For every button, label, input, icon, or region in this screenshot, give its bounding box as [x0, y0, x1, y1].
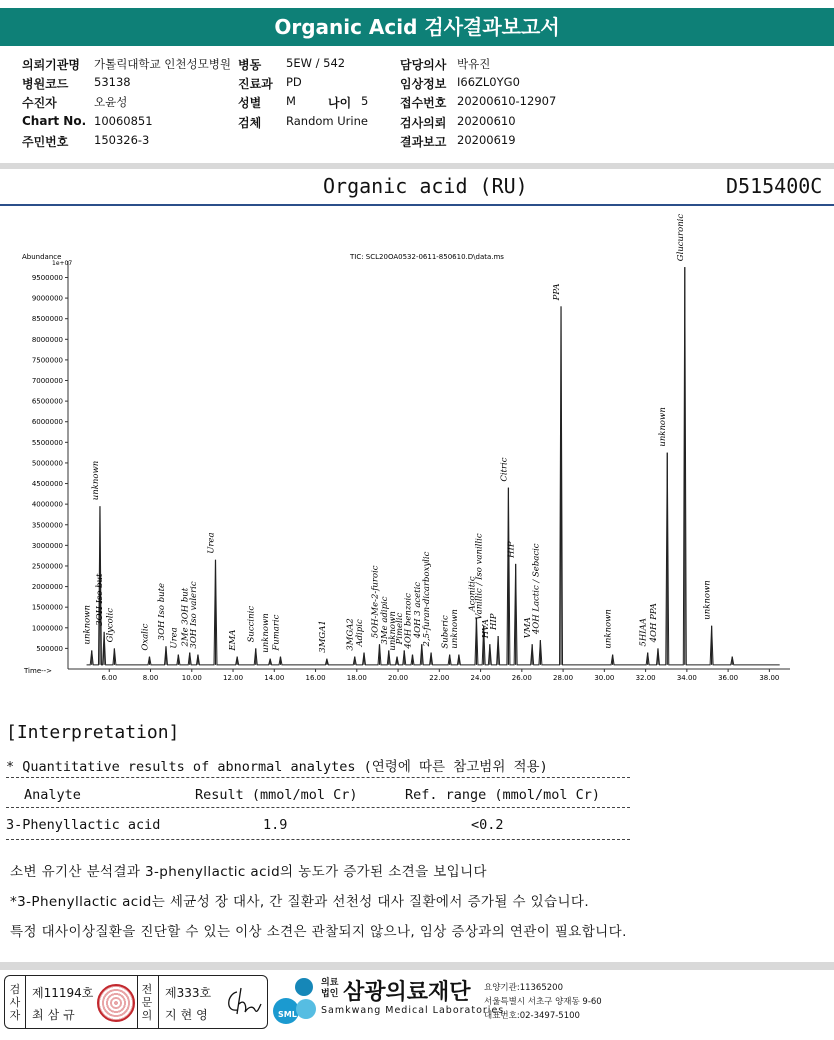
peak-label: 4OH 3 acetic — [412, 581, 423, 639]
peak-label: 2Me 3OH but — [180, 587, 191, 647]
foundation-license: 요양기관:11365200 — [484, 983, 563, 993]
peak-label: 3MGA2 — [345, 618, 356, 651]
peak-label: 3MGA1 — [317, 620, 328, 653]
x-tick-label: 22.00 — [429, 674, 450, 682]
peak-label: Fumaric — [271, 614, 282, 651]
peak-label: unknown — [90, 460, 101, 501]
y-tick-label: 2000000 — [31, 583, 63, 592]
x-axis-label: Time--> — [24, 667, 53, 675]
peak-label: Suberic — [440, 615, 451, 649]
ward-label: 병동 — [238, 58, 262, 72]
sex-label: 성별 — [238, 96, 262, 110]
quantitative-heading: * Quantitative results of abnormal analytes (연령에 따른 참고범위 적용) — [6, 759, 548, 775]
chromatogram — [0, 213, 834, 685]
peak-label: 3Me adipic — [379, 596, 390, 645]
specimen-label: 검체 — [238, 116, 262, 130]
peak-label: unknown — [449, 609, 460, 649]
foundation-phone: 대표번호:02-3497-5100 — [484, 1011, 580, 1021]
y-tick-label: 8500000 — [31, 315, 63, 324]
examiner-seal-stamp — [97, 984, 135, 1022]
peak-label: unknown — [82, 605, 93, 645]
peak-label: 3OH Iso valeric — [188, 581, 199, 649]
specialist-handwritten-signature — [223, 984, 263, 1020]
ward-value: 5EW / 542 — [286, 56, 346, 70]
y-tick-label: 6000000 — [31, 418, 63, 427]
y-tick-label: 6500000 — [31, 397, 63, 406]
y-tick-label: 5500000 — [31, 438, 63, 447]
x-tick-label: 26.00 — [511, 674, 532, 682]
request-date-label: 검사의뢰 — [400, 116, 447, 130]
peak-label: 5HIAA — [638, 618, 649, 647]
clinical-info-value: I66ZL0YG0 — [457, 75, 520, 89]
y-tick-label: 4500000 — [31, 480, 63, 489]
specialist-name: 지현영 — [165, 1008, 212, 1022]
peak-label: 3OH Iso but — [95, 573, 106, 626]
chart-title: TIC: SCL20OA0532-0611-850610.D\data.ms — [350, 253, 504, 261]
peak-label: VMA — [523, 617, 534, 639]
result-header-code: D515400C — [726, 174, 823, 198]
clinical-info-label: 임상정보 — [400, 77, 447, 91]
table-rule-top — [6, 777, 630, 778]
col-reference: Ref. range (mmol/mol Cr) — [405, 787, 601, 803]
chart-no-value: 10060851 — [94, 114, 153, 128]
x-tick-label: 10.00 — [181, 674, 202, 682]
table-rule-bottom — [6, 839, 630, 840]
row-analyte: 3-Phenyllactic acid — [6, 817, 161, 833]
y-tick-label: 1000000 — [31, 624, 63, 633]
peak-label: unknown — [658, 407, 669, 447]
col-result: Result (mmol/mol Cr) — [195, 787, 358, 803]
y-tick-label: 7500000 — [31, 356, 63, 365]
x-tick-label: 16.00 — [305, 674, 326, 682]
report-title-banner: Organic Acid 검사결과보고서 — [0, 8, 834, 46]
hospital-code-value: 53138 — [94, 75, 131, 89]
y-tick-label: 3500000 — [31, 521, 63, 530]
comment-line-1: 소변 유기산 분석결과 3-phenyllactic acid의 농도가 증가된 소견을 보입니다 — [10, 864, 487, 880]
row-result: 1.9 — [263, 817, 288, 833]
sml-logo-icon — [272, 975, 318, 1027]
peak-label: 3OH Iso bute — [156, 582, 167, 641]
section-divider — [0, 163, 834, 169]
x-tick-label: 24.00 — [470, 674, 491, 682]
peak-label: Aconitic — [467, 576, 478, 612]
y-tick-label: 9000000 — [31, 294, 63, 303]
x-tick-label: 30.00 — [594, 674, 615, 682]
peak-label: EMA — [228, 629, 239, 651]
foundation-name: 삼광의료재단 — [343, 980, 471, 1005]
specialist-license: 제333호 — [165, 986, 212, 1000]
y-tick-label: 3000000 — [31, 541, 63, 550]
peak-label: HIP — [489, 613, 500, 631]
col-analyte: Analyte — [24, 787, 81, 803]
peak-label: Pimelic — [395, 612, 406, 645]
peak-label: Adipic — [355, 619, 366, 647]
peak-label: HVA — [480, 619, 491, 639]
peak-label: unknown — [603, 609, 614, 649]
x-tick-label: 14.00 — [264, 674, 285, 682]
peak-label: HIP — [506, 541, 517, 558]
specimen-value: Random Urine — [286, 114, 368, 128]
x-tick-label: 36.00 — [718, 674, 739, 682]
foundation-prefix: 의료 법인 — [321, 978, 339, 999]
y-tick-label: 4000000 — [31, 500, 63, 509]
request-date-value: 20200610 — [457, 114, 516, 128]
interpretation-title: [Interpretation] — [6, 722, 180, 743]
peak-label: unknown — [388, 611, 399, 651]
row-reference: <0.2 — [471, 817, 504, 833]
y-tick-label: 9500000 — [31, 273, 63, 282]
physician-value: 박유진 — [457, 57, 491, 71]
peak-label: Succinic — [246, 605, 257, 643]
examiner-role-label: 검사자 — [9, 983, 21, 1022]
peak-label: 5OH-Me-2-furoic — [370, 565, 381, 639]
report-date-label: 결과보고 — [400, 135, 447, 149]
physician-label: 담당의사 — [400, 58, 447, 72]
patient-info-panel — [0, 52, 834, 162]
peak-label: unknown — [261, 613, 272, 653]
department-value: PD — [286, 75, 302, 89]
peak-label: 4OH PPA — [648, 603, 659, 643]
examinee-value: 오윤성 — [94, 95, 128, 109]
examiner-name: 최삼규 — [32, 1008, 79, 1022]
table-rule-mid — [6, 807, 630, 808]
peak-label: Glucuronic — [675, 213, 686, 262]
hospital-code-label: 병원코드 — [22, 77, 69, 91]
accession-no-label: 접수번호 — [400, 96, 447, 110]
x-tick-label: 34.00 — [676, 674, 697, 682]
result-header-title: Organic acid (RU) — [323, 174, 528, 198]
x-tick-label: 38.00 — [759, 674, 780, 682]
comment-line-3: 특정 대사이상질환을 진단할 수 있는 이상 소견은 관찰되지 않으나, 임상 증상과의 연관이 필요합니다. — [10, 924, 627, 940]
x-tick-label: 32.00 — [635, 674, 656, 682]
specialist-role-label: 전문의 — [141, 983, 153, 1022]
y-axis-label: Abundance — [22, 253, 62, 261]
peak-label: 4OH benzoic — [403, 593, 414, 649]
peak-label: Oxalic — [140, 623, 151, 651]
x-tick-label: 20.00 — [388, 674, 409, 682]
institution-value: 가톨릭대학교 인천성모병원 — [94, 57, 231, 71]
peak-label: Glycolic — [105, 608, 116, 643]
x-tick-label: 28.00 — [553, 674, 574, 682]
report-date-value: 20200619 — [457, 133, 516, 147]
foundation-address: 서울특별시 서초구 양재동 9-60 — [484, 997, 602, 1007]
y-tick-label: 2500000 — [31, 562, 63, 571]
y-top-exponent: 1e+07 — [52, 260, 73, 267]
chart-no-label: Chart No. — [22, 114, 87, 128]
department-label: 진료과 — [238, 77, 273, 91]
y-tick-label: 5000000 — [31, 459, 63, 468]
footer-divider — [0, 962, 834, 970]
peak-label: Vanillic / Iso vanillic — [474, 533, 485, 620]
svg-text:SML: SML — [278, 1010, 297, 1019]
comment-line-2: *3-Phenyllactic acid는 세균성 장 대사, 간 질환과 선천성 대사 질환에서 증가될 수 있습니다. — [10, 894, 590, 910]
foundation-english-name: Samkwang Medical Laboratories — [321, 1005, 505, 1016]
examinee-label: 수진자 — [22, 96, 57, 110]
signature-box — [4, 975, 268, 1029]
y-tick-label: 1500000 — [31, 603, 63, 612]
peak-label: Urea — [169, 627, 180, 649]
age-label: 나이 — [328, 96, 352, 110]
y-tick-label: 500000 — [36, 644, 63, 653]
resident-no-value: 150326-3 — [94, 133, 150, 147]
y-tick-label: 7000000 — [31, 377, 63, 386]
peak-label: Citric — [499, 457, 510, 482]
x-tick-label: 12.00 — [223, 674, 244, 682]
peak-label: Urea — [206, 532, 217, 554]
examiner-license: 제11194호 — [32, 986, 94, 1000]
peak-label: 2,5-furan-dicarboxylic — [422, 551, 433, 647]
y-tick-label: 8000000 — [31, 335, 63, 344]
peak-label: PPA — [552, 283, 563, 301]
peak-label: unknown — [702, 580, 713, 620]
result-header — [0, 170, 834, 206]
x-tick-label: 6.00 — [101, 674, 118, 682]
institution-label: 의뢰기관명 — [22, 58, 80, 72]
x-tick-label: 18.00 — [346, 674, 367, 682]
peak-label: 4OH Lactic / Sebacic — [531, 543, 542, 635]
resident-no-label: 주민번호 — [22, 135, 69, 149]
x-tick-label: 8.00 — [142, 674, 159, 682]
age-value: 5 — [361, 94, 369, 108]
sex-value: M — [286, 94, 296, 108]
accession-no-value: 20200610-12907 — [457, 94, 557, 108]
